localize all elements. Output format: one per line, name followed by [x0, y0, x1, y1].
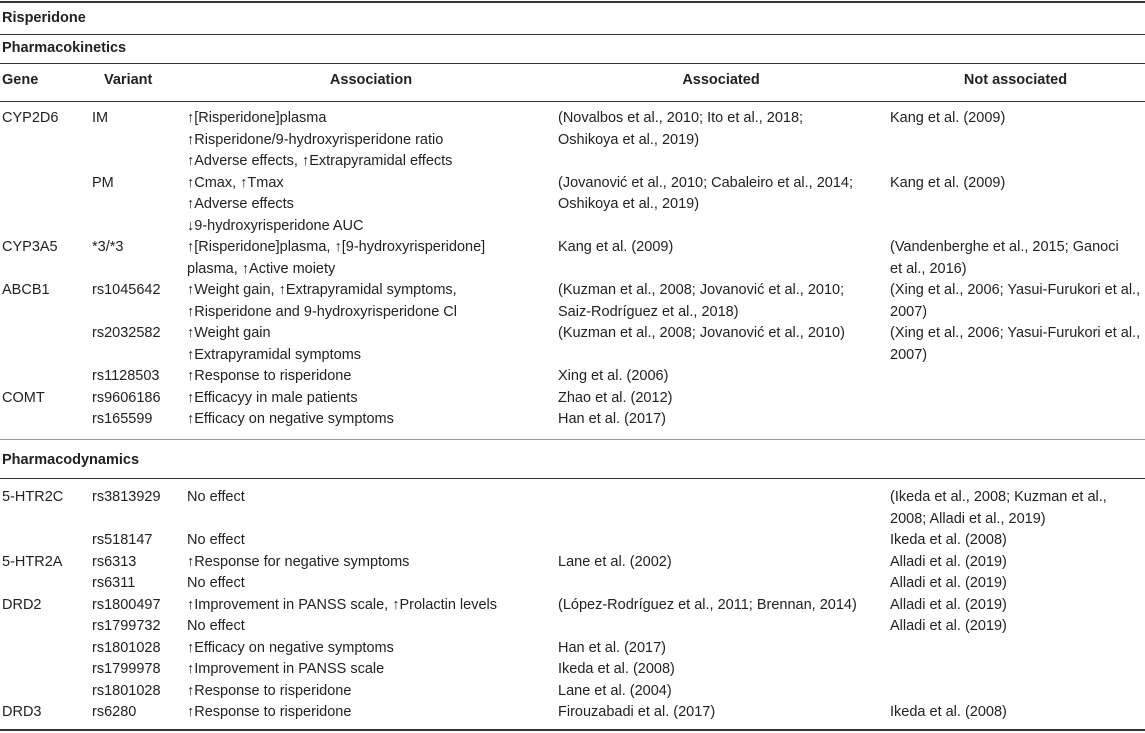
top-rule — [0, 1, 1145, 3]
cell-associated: (Kuzman et al., 2008; Jovanović et al., 2010; — [558, 282, 845, 298]
cell-association: ↑Response to risperidone — [187, 704, 352, 720]
cell-association: ↑Risperidone/9-hydroxyrisperidone ratio — [187, 131, 444, 148]
cell-gene: CYP2D6 — [2, 110, 59, 126]
cell-not-associated: (Xing et al., 2006; Yasui-Furukori et al., — [890, 282, 1141, 298]
cell-variant: rs1045642 — [92, 282, 161, 298]
cell-not-associated: Alladi et al. (2019) — [890, 618, 1007, 634]
cell-variant: rs2032582 — [92, 325, 161, 341]
cell-not-associated: 2008; Alladi et al., 2019) — [890, 510, 1046, 527]
cell-association: ↑Response to risperidone — [187, 682, 352, 699]
cell-variant: rs518147 — [92, 532, 153, 548]
rule — [0, 34, 1145, 35]
cell-not-associated: 2007) — [890, 303, 928, 320]
cell-association: ↑Extrapyramidal symptoms — [187, 346, 362, 363]
cell-associated: Han et al. (2017) — [558, 411, 667, 427]
cell-associated: Han et al. (2017) — [558, 639, 667, 656]
cell-not-associated: Alladi et al. (2019) — [890, 553, 1007, 570]
cell-variant: rs6313 — [92, 553, 137, 570]
cell-variant: rs6280 — [92, 704, 137, 720]
header-variant: Variant — [104, 72, 153, 88]
cell-association: ↑Adverse effects, ↑Extrapyramidal effects — [187, 153, 453, 169]
cell-associated: (López-Rodríguez et al., 2011; Brennan, 2014) — [558, 596, 857, 613]
cell-variant: IM — [92, 110, 109, 126]
cell-not-associated: 2007) — [890, 346, 928, 363]
cell-associated: Ikeda et al. (2008) — [558, 661, 675, 677]
cell-associated: Lane et al. (2004) — [558, 682, 672, 699]
cell-variant: PM — [92, 174, 114, 191]
cell-association: No effect — [187, 532, 245, 548]
cell-association: No effect — [187, 575, 245, 591]
cell-not-associated: Ikeda et al. (2008) — [890, 704, 1007, 720]
section-pharmacodynamics: Pharmacodynamics — [2, 452, 140, 468]
cell-association: ↑Improvement in PANSS scale — [187, 661, 385, 677]
cell-associated: Firouzabadi et al. (2017) — [558, 704, 716, 720]
cell-variant: rs3813929 — [92, 489, 161, 505]
cell-association: ↑Improvement in PANSS scale, ↑Prolactin levels — [187, 596, 497, 613]
cell-associated: Zhao et al. (2012) — [558, 389, 673, 406]
cell-association: ↑Response for negative symptoms — [187, 553, 410, 570]
header-not-associated: Not associated — [963, 72, 1068, 88]
cell-association: plasma, ↑Active moiety — [187, 260, 336, 277]
rule — [0, 101, 1145, 102]
cell-variant: rs6311 — [92, 575, 136, 591]
cell-variant: *3/*3 — [92, 239, 124, 255]
cell-association: ↑[Risperidone]plasma — [187, 110, 327, 126]
cell-not-associated: Kang et al. (2009) — [890, 110, 1006, 126]
cell-associated: Xing et al. (2006) — [558, 368, 669, 384]
cell-variant: rs1799978 — [92, 661, 161, 677]
cell-not-associated: Kang et al. (2009) — [890, 174, 1006, 191]
cell-variant: rs165599 — [92, 411, 153, 427]
cell-gene: DRD2 — [2, 596, 42, 613]
cell-association: ↑Weight gain, ↑Extrapyramidal symptoms, — [187, 282, 457, 298]
rule — [0, 63, 1145, 64]
cell-gene: 5-HTR2A — [2, 553, 63, 570]
cell-associated: (Novalbos et al., 2010; Ito et al., 2018; — [558, 110, 804, 126]
cell-association: ↑Efficacyy in male patients — [187, 389, 358, 406]
cell-association: ↑Weight gain — [187, 325, 271, 341]
drug-title: Risperidone — [2, 10, 86, 26]
cell-not-associated: et al., 2016) — [890, 260, 967, 277]
bottom-rule — [0, 729, 1145, 731]
cell-associated: Saiz-Rodríguez et al., 2018) — [558, 303, 739, 320]
cell-variant: rs1799732 — [92, 618, 161, 634]
cell-associated: Lane et al. (2002) — [558, 553, 672, 570]
cell-association: No effect — [187, 489, 245, 505]
cell-variant: rs1128503 — [92, 368, 160, 384]
cell-not-associated: Alladi et al. (2019) — [890, 575, 1007, 591]
cell-association: No effect — [187, 618, 245, 634]
cell-not-associated: Ikeda et al. (2008) — [890, 532, 1007, 548]
cell-gene: ABCB1 — [2, 282, 50, 298]
cell-association: ↓9-hydroxyrisperidone AUC — [187, 217, 364, 234]
cell-association: ↑Efficacy on negative symptoms — [187, 639, 394, 656]
cell-variant: rs1801028 — [92, 639, 161, 656]
cell-association: ↑Cmax, ↑Tmax — [187, 174, 284, 191]
cell-variant: rs1800497 — [92, 596, 161, 613]
cell-variant: rs1801028 — [92, 682, 161, 699]
cell-associated: Kang et al. (2009) — [558, 239, 674, 255]
cell-association: ↑Efficacy on negative symptoms — [187, 411, 394, 427]
cell-gene: COMT — [2, 389, 45, 406]
cell-association: ↑Risperidone and 9-hydroxyrisperidone Cl — [187, 303, 457, 320]
rule — [0, 439, 1145, 440]
cell-association: ↑[Risperidone]plasma, ↑[9-hydroxyrisperidone] — [187, 239, 486, 255]
cell-associated: Oshikoya et al., 2019) — [558, 196, 700, 212]
rule — [0, 478, 1145, 479]
cell-gene: DRD3 — [2, 704, 42, 720]
cell-variant: rs9606186 — [92, 389, 161, 406]
cell-associated: Oshikoya et al., 2019) — [558, 131, 700, 148]
header-gene: Gene — [2, 72, 39, 88]
cell-not-associated: (Vandenberghe et al., 2015; Ganoci — [890, 239, 1119, 255]
header-associated: Associated — [682, 72, 760, 88]
cell-associated: (Kuzman et al., 2008; Jovanović et al., 2010) — [558, 325, 845, 341]
cell-gene: 5-HTR2C — [2, 489, 64, 505]
cell-not-associated: (Xing et al., 2006; Yasui-Furukori et al., — [890, 325, 1141, 341]
cell-association: ↑Response to risperidone — [187, 368, 352, 384]
cell-not-associated: (Ikeda et al., 2008; Kuzman et al., — [890, 489, 1107, 505]
cell-associated: (Jovanović et al., 2010; Cabaleiro et al., 2014; — [558, 174, 854, 191]
header-association: Association — [329, 72, 413, 88]
cell-gene: CYP3A5 — [2, 239, 58, 255]
cell-association: ↑Adverse effects — [187, 196, 294, 212]
section-pharmacokinetics: Pharmacokinetics — [2, 40, 127, 56]
cell-not-associated: Alladi et al. (2019) — [890, 596, 1007, 613]
